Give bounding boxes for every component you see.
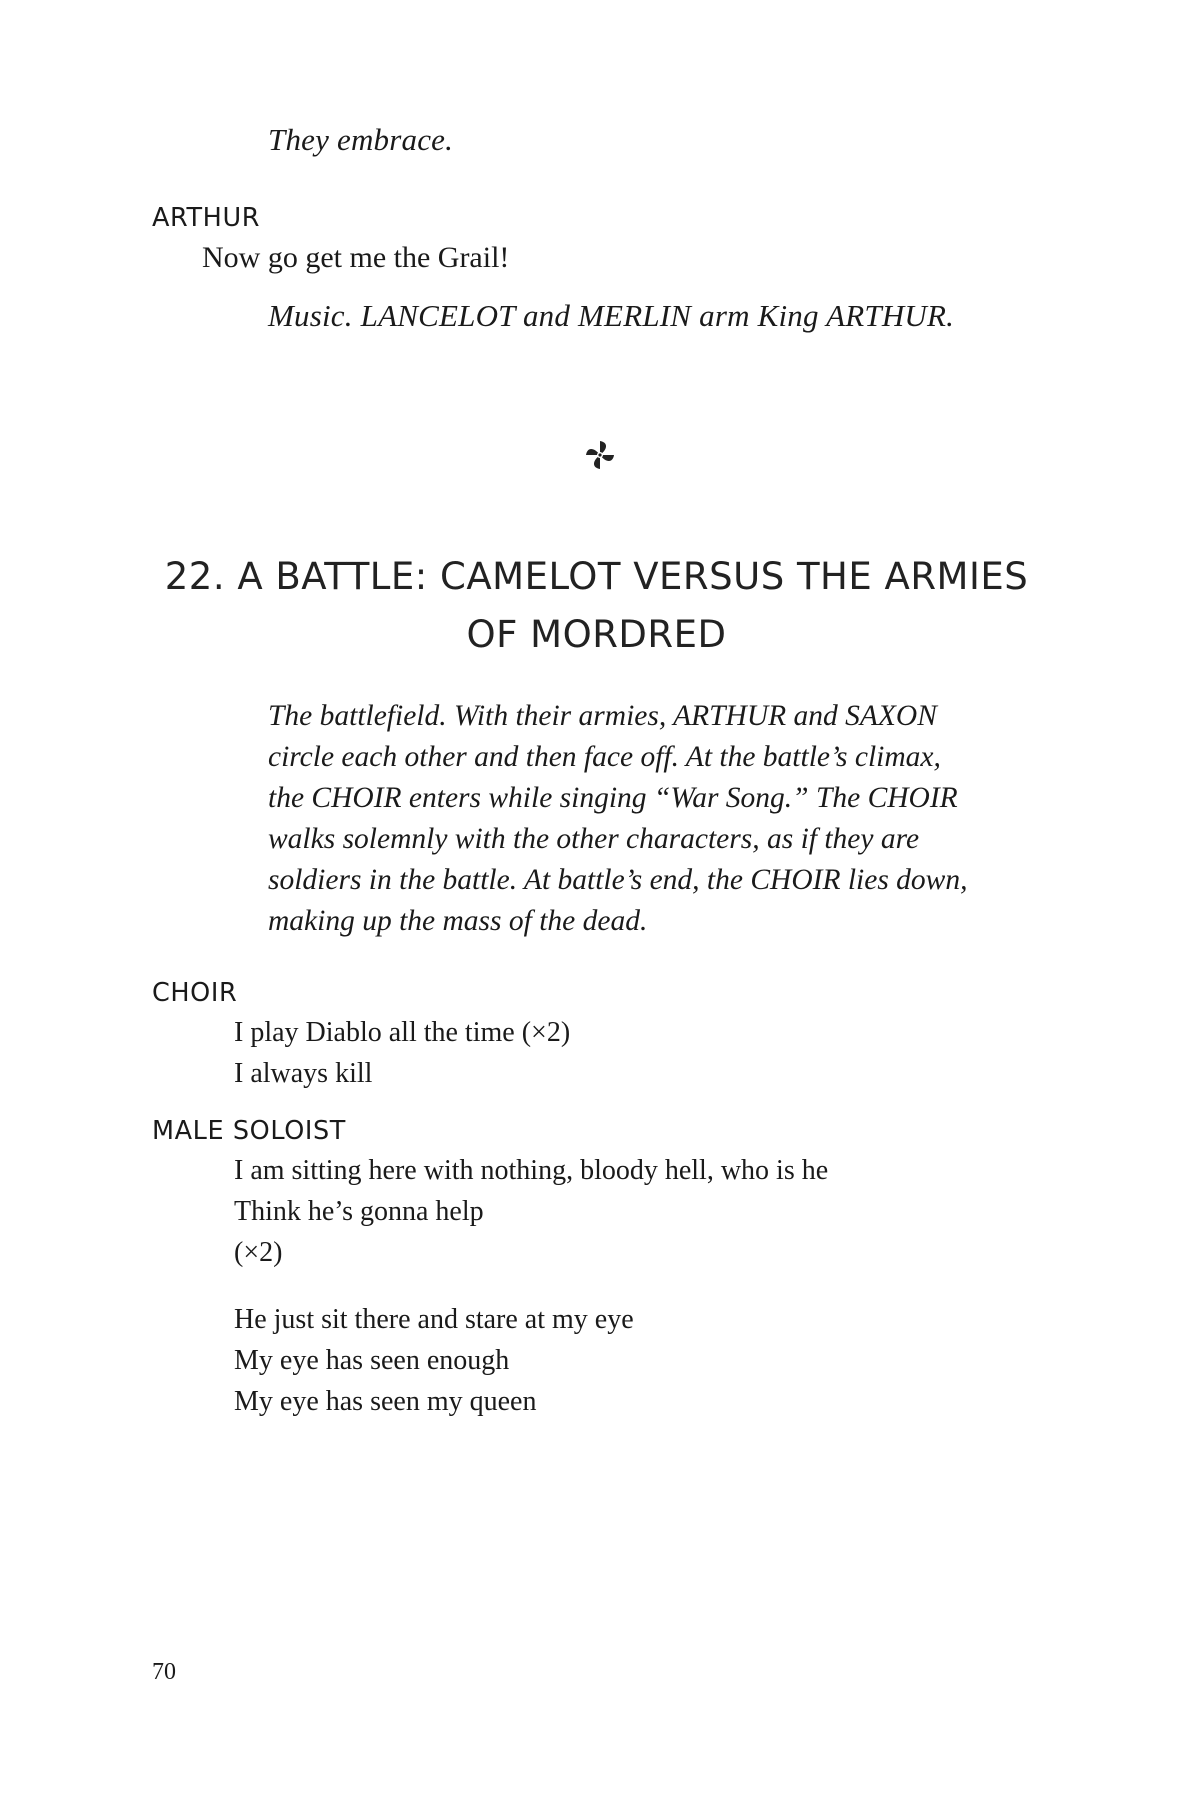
speaker-male-soloist: MALE SOLOIST [152,1116,346,1146]
scene-heading-line-1: 22. A BATTLE: CAMELOT VERSUS THE ARMIES [164,555,1029,598]
stage-direction-embrace: They embrace. [268,122,454,157]
lyric-line: Think he’s gonna help [234,1196,484,1227]
pinwheel-ornament-icon [583,438,617,472]
choir-lyrics [234,1012,570,1094]
lyric-line: He just sit there and stare at my eye [234,1304,634,1335]
stage-direction-music: Music. LANCELOT and MERLIN arm King ARTHUR. [268,298,955,333]
soloist-verse-2 [234,1299,634,1422]
lyric-line: (×2) [234,1237,283,1268]
scene-stage-direction [268,696,1068,942]
speaker-arthur: ARTHUR [152,203,261,233]
dialogue-line-arthur: Now go get me the Grail! [202,241,510,274]
stage-direction-line: making up the mass of the dead. [268,905,648,937]
lyric-line: My eye has seen my queen [234,1386,537,1417]
scene-heading [0,548,1193,664]
stage-direction-line: circle each other and then face off. At the battle’s climax, [268,741,941,773]
stage-direction-line: walks solemnly with the other characters, as if they are [268,823,920,855]
speaker-choir: CHOIR [152,978,238,1008]
stage-direction-line: the CHOIR enters while singing “War Song.” The CHOIR [268,782,958,814]
stage-direction-line: soldiers in the battle. At battle’s end, the CHOIR lies down, [268,864,968,896]
page-number: 70 [152,1659,176,1685]
lyric-line: My eye has seen enough [234,1345,510,1376]
lyric-line: I always kill [234,1058,373,1089]
soloist-verse-1 [234,1150,828,1273]
lyric-line: I play Diablo all the time (×2) [234,1017,571,1048]
stage-direction-line: The battlefield. With their armies, ARTHUR and SAXON [268,700,937,732]
scene-heading-line-2: OF MORDRED [466,613,727,656]
lyric-line: I am sitting here with nothing, bloody hell, who is he [234,1155,829,1186]
